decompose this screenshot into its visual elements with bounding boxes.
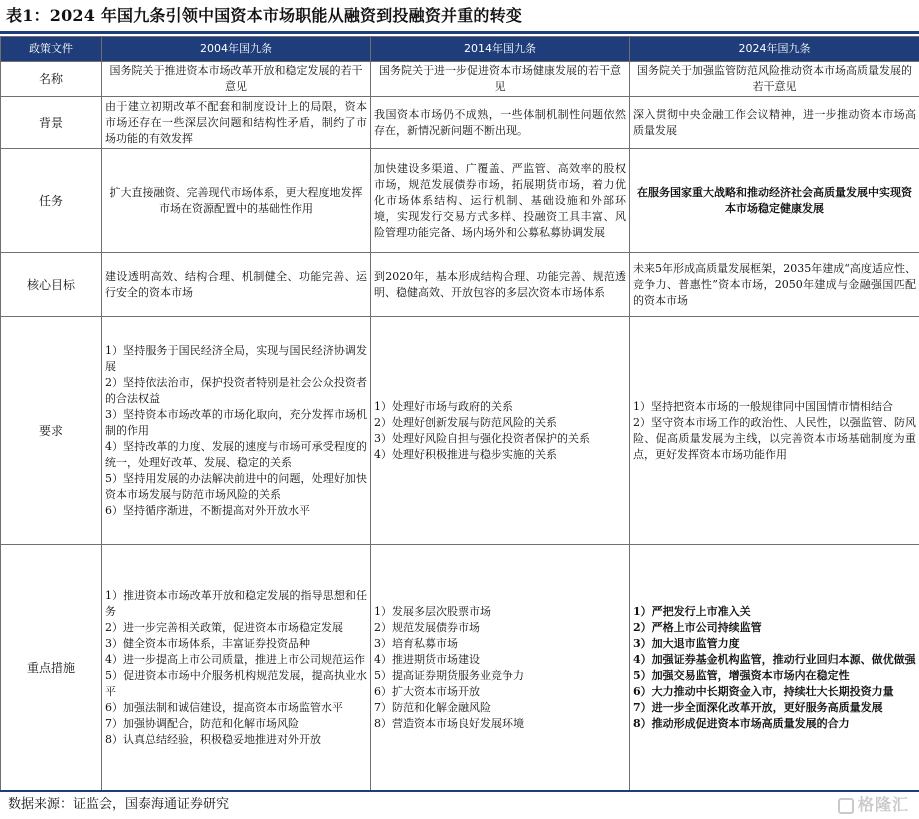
header-2024: 2024年国九条 (630, 37, 919, 62)
list-item: 4）处理好积极推进与稳步实施的关系 (374, 447, 557, 461)
list-item: 2）坚守资本市场工作的政治性、人民性，以强监管、防风险、促高质量发展为主线，以完善资本市场基础制度为重点，更好发挥资本市场功能作用 (633, 415, 916, 461)
background-2004: 由于建立初期改革不配套和制度设计上的局限，资本市场还存在一些深层次问题和结构性矛盾，制约了市场功能的有效发挥 (102, 97, 371, 149)
list-item: 5）加强交易监管，增强资本市场内在稳定性 (633, 668, 850, 682)
policy-comparison-table (0, 36, 919, 791)
row-requirements (1, 317, 919, 545)
header-2004: 2004年国九条 (102, 37, 371, 62)
list-item: 5）坚持用发展的办法解决前进中的问题，处理好加快资本市场发展与防范市场风险的关系 (105, 471, 367, 501)
task-2024: 在服务国家重大战略和推动经济社会高质量发展中实现资本市场稳定健康发展 (630, 149, 919, 253)
goal-2004: 建设透明高效、结构合理、机制健全、功能完善、运行安全的资本市场 (102, 253, 371, 317)
list-item: 8）认真总结经验，积极稳妥地推进对外开放 (105, 732, 321, 746)
row-label-core-goal: 核心目标 (1, 253, 102, 317)
list-item: 3）加大退市监管力度 (633, 636, 740, 650)
table-header-row (1, 37, 919, 62)
row-name (1, 62, 919, 97)
watermark (838, 794, 909, 816)
list-item: 2）严格上市公司持续监管 (633, 620, 762, 634)
list-item: 1）严把发行上市准入关 (633, 604, 751, 618)
measures-2014 (371, 545, 630, 791)
header-2014: 2014年国九条 (371, 37, 630, 62)
row-key-measures (1, 545, 919, 791)
list-item: 3）培育私募市场 (374, 636, 458, 650)
requirements-2004 (102, 317, 371, 545)
watermark-logo-icon (838, 798, 854, 814)
row-label-background: 背景 (1, 97, 102, 149)
requirements-2014 (371, 317, 630, 545)
goal-2024: 未来5年形成高质量发展框架，2035年建成“高度适应性、竞争力、普惠性”资本市场，2050年建成与金融强国匹配的资本市场 (630, 253, 919, 317)
background-2024: 深入贯彻中央金融工作会议精神，进一步推动资本市场高质量发展 (630, 97, 919, 149)
background-2014: 我国资本市场仍不成熟，一些体制机制性问题依然存在，新情况新问题不断出现。 (371, 97, 630, 149)
list-item: 3）处理好风险自担与强化投资者保护的关系 (374, 431, 590, 445)
data-source-note: 数据来源：证监会，国泰海通证券研究 (8, 797, 230, 812)
list-item: 5）促进资本市场中介服务机构规范发展，提高执业水平 (105, 668, 367, 698)
footer-divider (0, 790, 919, 792)
list-item: 3）坚持资本市场改革的市场化取向，充分发挥市场机制的作用 (105, 407, 367, 437)
row-core-goal (1, 253, 919, 317)
title-divider (0, 31, 919, 34)
row-label-name: 名称 (1, 62, 102, 97)
list-item: 8）推动形成促进资本市场高质量发展的合力 (633, 716, 850, 730)
list-item: 1）发展多层次股票市场 (374, 604, 491, 618)
list-item: 3）健全资本市场体系，丰富证券投资品种 (105, 636, 310, 650)
table-title: 表1：2024 年国九条引领中国资本市场职能从融资到投融资并重的转变 (6, 6, 523, 25)
row-label-requirements: 要求 (1, 317, 102, 545)
header-policy-document: 政策文件 (1, 37, 102, 62)
list-item: 1）坚持把资本市场的一般规律同中国国情市情相结合 (633, 399, 893, 413)
row-label-task: 任务 (1, 149, 102, 253)
list-item: 6）坚持循序渐进，不断提高对外开放水平 (105, 503, 310, 517)
list-item: 4）进一步提高上市公司质量，推进上市公司规范运作 (105, 652, 365, 666)
list-item: 4）推进期货市场建设 (374, 652, 480, 666)
list-item: 2）进一步完善相关政策，促进资本市场稳定发展 (105, 620, 343, 634)
list-item: 8）营造资本市场良好发展环境 (374, 716, 524, 730)
list-item: 4）加强证券基金机构监管，推动行业回归本源、做优做强 (633, 652, 916, 666)
list-item: 1）处理好市场与政府的关系 (374, 399, 513, 413)
list-item: 1）推进资本市场改革开放和稳定发展的指导思想和任务 (105, 588, 367, 618)
list-item: 2）处理好创新发展与防范风险的关系 (374, 415, 557, 429)
row-label-key-measures: 重点措施 (1, 545, 102, 791)
task-2014: 加快建设多渠道、广覆盖、严监管、高效率的股权市场，规范发展债券市场，拓展期货市场，着力优化市场体系结构、运行机制、基础设施和外部环境，实现发行交易方式多样、投融资工具丰富、风险管理功能完备、场内场外和公募私募协调发展 (371, 149, 630, 253)
name-2004: 国务院关于推进资本市场改革开放和稳定发展的若干意见 (102, 62, 371, 97)
task-2004: 扩大直接融资、完善现代市场体系，更大程度地发挥市场在资源配置中的基础性作用 (102, 149, 371, 253)
goal-2014: 到2020年，基本形成结构合理、功能完善、规范透明、稳健高效、开放包容的多层次资本市场体系 (371, 253, 630, 317)
row-background (1, 97, 919, 149)
row-task (1, 149, 919, 253)
list-item: 7）加强协调配合，防范和化解市场风险 (105, 716, 299, 730)
list-item: 4）坚持改革的力度、发展的速度与市场可承受程度的统一，处理好改革、发展、稳定的关系 (105, 439, 367, 469)
list-item: 6）扩大资本市场开放 (374, 684, 480, 698)
name-2014: 国务院关于进一步促进资本市场健康发展的若干意见 (371, 62, 630, 97)
requirements-2024 (630, 317, 919, 545)
name-2024: 国务院关于加强监管防范风险推动资本市场高质量发展的若干意见 (630, 62, 919, 97)
measures-2024 (630, 545, 919, 791)
list-item: 2）规范发展债券市场 (374, 620, 480, 634)
list-item: 1）坚持服务于国民经济全局，实现与国民经济协调发展 (105, 343, 367, 373)
list-item: 6）加强法制和诚信建设，提高资本市场监管水平 (105, 700, 343, 714)
measures-2004 (102, 545, 371, 791)
list-item: 5）提高证券期货服务业竞争力 (374, 668, 524, 682)
watermark-text: 格隆汇 (857, 795, 909, 814)
list-item: 6）大力推动中长期资金入市，持续壮大长期投资力量 (633, 684, 894, 698)
list-item: 2）坚持依法治市，保护投资者特别是社会公众投资者的合法权益 (105, 375, 367, 405)
list-item: 7）防范和化解金融风险 (374, 700, 491, 714)
list-item: 7）进一步全面深化改革开放，更好服务高质量发展 (633, 700, 883, 714)
